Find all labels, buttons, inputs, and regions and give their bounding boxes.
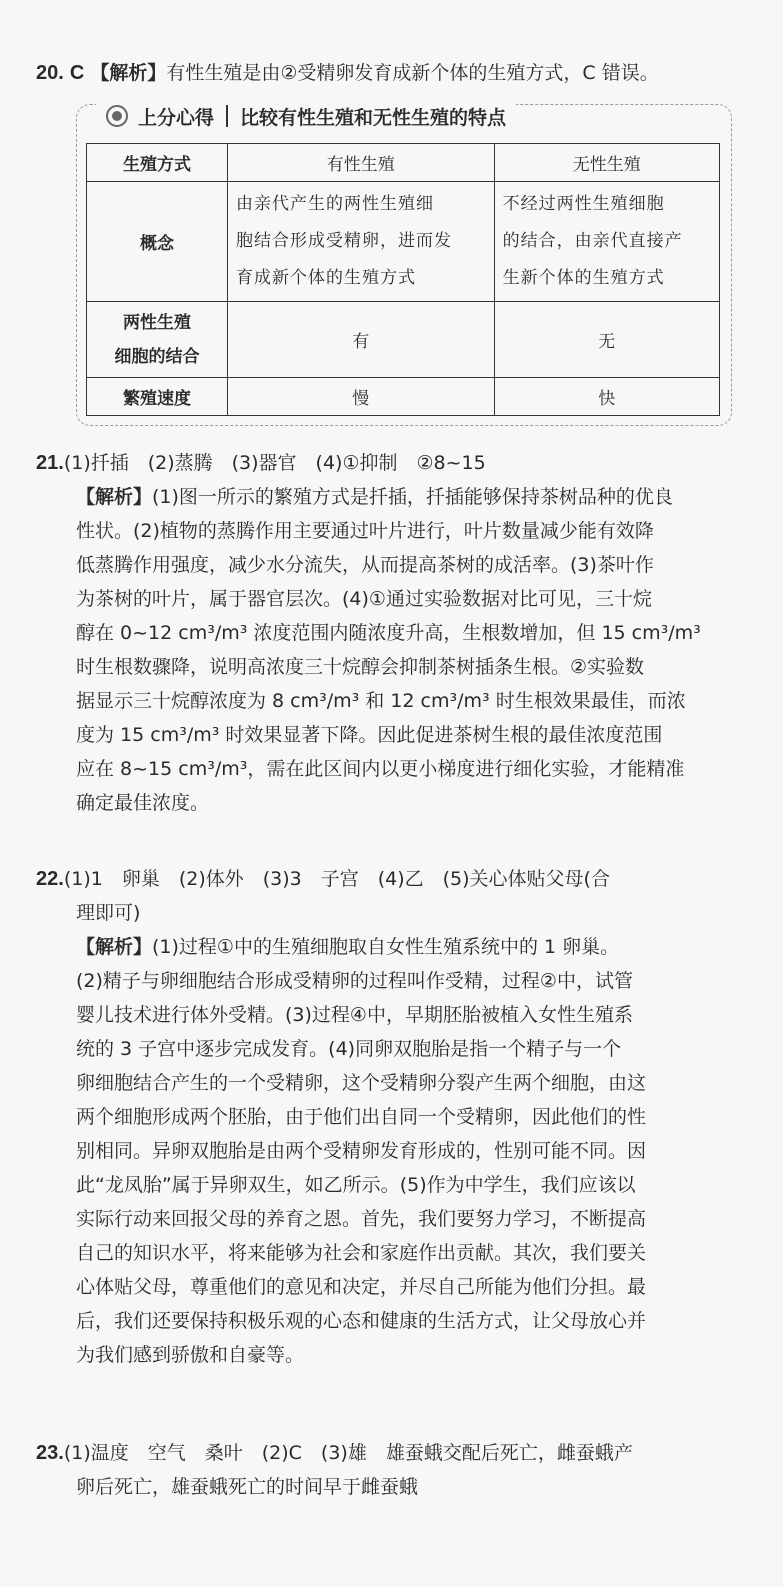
table-row — [87, 302, 720, 378]
answer-list-cont: 理即可) — [76, 902, 141, 924]
analysis-line: 自己的知识水平，将来能够为社会和家庭作出贡献。其次，我们要关 — [76, 1242, 647, 1264]
table-cell: 无 — [494, 302, 719, 378]
table-header: 无性生殖 — [494, 144, 719, 182]
table-cell: 慢 — [228, 378, 495, 416]
analysis-line: (2)精子与卵细胞结合形成受精卵的过程叫作受精，过程②中，试管 — [76, 970, 633, 992]
analysis-line: 应在 8~15 cm³/m³，需在此区间内以更小梯度进行细化实验，才能精准 — [76, 758, 685, 780]
row-label: 概念 — [87, 182, 228, 302]
analysis-line: 醇在 0~12 cm³/m³ 浓度范围内随浓度升高，生根数增加，但 15 cm³/m³ — [76, 622, 701, 644]
row-label — [87, 302, 228, 378]
divider — [226, 105, 228, 127]
table-row — [87, 182, 720, 302]
analysis-line: 时生根数骤降，说明高浓度三十烷醇会抑制茶树插条生根。②实验数 — [76, 656, 645, 678]
analysis-line: 婴儿技术进行体外受精。(3)过程④中，早期胚胎被植入女性生殖系 — [76, 1004, 633, 1026]
answer-list-cont: 卵后死亡，雄蚕蛾死亡的时间早于雌蚕蛾 — [76, 1476, 419, 1498]
comparison-table — [86, 143, 720, 416]
analysis — [36, 930, 756, 1372]
analysis-text: 有性生殖是由②受精卵发育成新个体的生殖方式，C 错误。 — [166, 62, 659, 84]
table-header: 生殖方式 — [87, 144, 228, 182]
table-row — [87, 378, 720, 416]
analysis — [36, 480, 756, 820]
analysis-line: 确定最佳浓度。 — [76, 792, 210, 814]
analysis-line: 为我们感到骄傲和自豪等。 — [76, 1344, 305, 1366]
table-cell — [494, 182, 719, 302]
analysis-tag: 【解析】 — [76, 936, 153, 958]
cell-line: 不经过两性生殖细胞 — [502, 194, 665, 214]
tip-header — [96, 98, 516, 134]
cell-line: 的结合，由亲代直接产 — [502, 231, 683, 251]
question-20 — [36, 56, 756, 90]
analysis-line: 低蒸腾作用强度，减少水分流失，从而提高茶树的成活率。(3)茶叶作 — [76, 554, 654, 576]
analysis-line: 性状。(2)植物的蒸腾作用主要通过叶片进行，叶片数量减少能有效降 — [76, 520, 654, 542]
question-number: 23. — [36, 1442, 64, 1464]
cell-line: 胞结合形成受精卵，进而发 — [236, 231, 452, 251]
answer-list: (1)温度 空气 桑叶 (2)C (3)雄 雄蚕蛾交配后死亡，雌蚕蛾产 — [63, 1442, 633, 1464]
cell-line: 育成新个体的生殖方式 — [236, 268, 416, 288]
tip-label: 上分心得 — [138, 106, 215, 129]
cell-line: 由亲代产生的两性生殖细 — [236, 194, 434, 214]
analysis-line: 统的 3 子宫中逐步完成发育。(4)同卵双胞胎是指一个精子与一个 — [76, 1038, 622, 1060]
question-number: 22. — [36, 868, 64, 890]
cell-line: 生新个体的生殖方式 — [502, 268, 665, 288]
table-row — [87, 144, 720, 182]
analysis-line: (1)图一所示的繁殖方式是扦插，扦插能够保持茶树品种的优良 — [152, 486, 673, 508]
analysis-line: 据显示三十烷醇浓度为 8 cm³/m³ 和 12 cm³/m³ 时生根效果最佳，而浓 — [76, 690, 686, 712]
question-number: 21. — [36, 452, 64, 474]
row-label-line: 两性生殖 — [123, 312, 191, 333]
table-cell — [228, 182, 495, 302]
row-label: 繁殖速度 — [87, 378, 228, 416]
analysis-tag: 【解析】 — [90, 62, 167, 84]
analysis-line: (1)过程①中的生殖细胞取自女性生殖系统中的 1 卵巢。 — [152, 936, 620, 958]
answer-list: (1)1 卵巢 (2)体外 (3)3 子宫 (4)乙 (5)关心体贴父母(合 — [63, 868, 610, 890]
analysis-line: 别相同。异卵双胞胎是由两个受精卵发育形成的，性别可能不同。因 — [76, 1140, 647, 1162]
answer-letter: C — [69, 62, 85, 84]
analysis-line: 为茶树的叶片，属于器官层次。(4)①通过实验数据对比可见，三十烷 — [76, 588, 652, 610]
analysis-line: 度为 15 cm³/m³ 时效果显著下降。因此促进茶树生根的最佳浓度范围 — [76, 724, 663, 746]
question-21 — [36, 446, 756, 820]
question-22 — [36, 862, 756, 1372]
analysis-line: 此“龙凤胎”属于异卵双生，如乙所示。(5)作为中学生，我们应该以 — [76, 1174, 636, 1196]
row-label-line: 细胞的结合 — [114, 346, 200, 367]
target-icon — [106, 105, 128, 127]
table-header: 有性生殖 — [228, 144, 495, 182]
table-cell: 有 — [228, 302, 495, 378]
answer-list: (1)扦插 (2)蒸腾 (3)器官 (4)①抑制 ②8~15 — [63, 452, 486, 474]
tip-title: 比较有性生殖和无性生殖的特点 — [240, 106, 507, 129]
analysis-line: 心体贴父母，尊重他们的意见和决定，并尽自己所能为他们分担。最 — [76, 1276, 647, 1298]
analysis-line: 后，我们还要保持积极乐观的心态和健康的生活方式，让父母放心并 — [76, 1310, 647, 1332]
question-23 — [36, 1436, 756, 1504]
table-cell: 快 — [494, 378, 719, 416]
analysis-tag: 【解析】 — [76, 486, 153, 508]
analysis-line: 实际行动来回报父母的养育之恩。首先，我们要努力学习，不断提高 — [76, 1208, 647, 1230]
question-number: 20. — [36, 62, 64, 84]
analysis-line: 卵细胞结合产生的一个受精卵，这个受精卵分裂产生两个细胞，由这 — [76, 1072, 647, 1094]
analysis-line: 两个细胞形成两个胚胎，由于他们出自同一个受精卵，因此他们的性 — [76, 1106, 647, 1128]
